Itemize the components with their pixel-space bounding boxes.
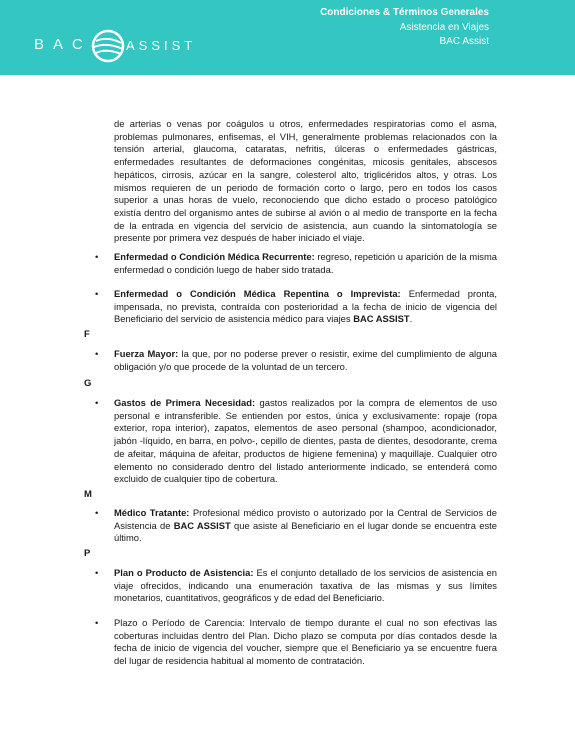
header-title: Condiciones & Términos Generales: [320, 7, 489, 18]
bullet-icon: •: [95, 617, 99, 628]
definition-tail: que asiste al Beneficiario en el lugar donde se encuentra este último.: [114, 519, 498, 544]
bullet-icon: •: [95, 288, 99, 299]
header-brand: BAC Assist: [439, 36, 489, 47]
definition-term: Gastos de Primera Necesidad:: [114, 397, 256, 408]
section-letter: F: [84, 329, 90, 340]
definition-item: [84, 348, 497, 373]
bullet-icon: •: [95, 567, 99, 578]
definition-term: Enfermedad o Condición Médica Repentina o Imprevista:: [114, 288, 401, 299]
definition-item: [84, 617, 497, 668]
section-letter: G: [84, 378, 92, 389]
definition-term: Enfermedad o Condición Médica Recurrente:: [114, 251, 315, 262]
definition-item: [84, 288, 497, 326]
definition-term: Fuerza Mayor:: [114, 348, 179, 359]
definition-text: Es el conjunto detallado de los servicios de asistencia en viaje ofrecidos, indicando una enumeración taxativa de las mismas y sus límites monetarios, cuantitativos, geográficos y de edad del Beneficiario.: [114, 567, 497, 604]
definition-term: Médico Tratante:: [114, 507, 190, 518]
globe-icon: [90, 28, 126, 64]
bullet-icon: •: [95, 251, 99, 262]
header-title-block: [320, 6, 489, 50]
definition-text: Enfermedad pronta, impensada, no prevista, contraída con posterioridad a la fecha de inicio de vigencia del Beneficiario del servicio de asistencia médico para viajes: [114, 288, 497, 325]
page-header: [0, 0, 575, 75]
brand-name: BAC ASSIST: [353, 313, 410, 325]
definition-item: [84, 397, 497, 486]
definition-item: [84, 507, 497, 545]
definition-term: Plan o Producto de Asistencia:: [114, 567, 254, 578]
bullet-icon: •: [95, 397, 99, 408]
logo-text-bac: BAC: [34, 36, 92, 53]
definition-item: [84, 251, 497, 276]
header-subtitle: Asistencia en Viajes: [399, 21, 489, 33]
definition-text: regreso, repetición u aparición de la misma enfermedad o condición luego de haber sido tratada.: [114, 251, 497, 275]
definition-tail: .: [409, 313, 413, 325]
bac-assist-logo: [30, 28, 197, 64]
section-letter: M: [84, 489, 92, 500]
section-letter: P: [84, 548, 91, 559]
definition-text: la que, por no poderse prever o resistir, exime del cumplimiento de alguna obligación y/o que procede de la voluntad de un tercero.: [114, 348, 497, 372]
bullet-icon: •: [95, 348, 99, 359]
definition-item: [84, 567, 497, 605]
definition-text: gastos realizados por la compra de elementos de uso personal e intransferible. Se entienden por estos, única y exclusivamente: ropaje (ropa exterior, ropa interior), zapatos, elementos de aseo personal (shampoo, acondicionador, jabón -líquido, en barra, en polvo-, cepillo de dientes, pasta de dientes, desodorante, crema de afeitar, máquina de afeitar, productos de higiene femenina) y maquillaje. Cualquier otro elemento no considerado dentro del listado anteriormente indicado, se entenderá como excluido de cualquier tipo de cobertura.: [114, 397, 497, 485]
definition-text: Plazo o Período de Carencia: Intervalo de tiempo durante el cual no son efectivas las coberturas incluidas dentro del Plan. Dicho plazo se computa por días contados desde la fecha de inicio de vigencia del voucher, siempre que el Beneficiario ya se encuentre fuera del lugar de residencia habitual al momento de contratación.: [114, 617, 497, 667]
logo-text-assist: ASSIST: [126, 38, 197, 53]
brand-name: BAC ASSIST: [173, 519, 231, 531]
bullet-icon: •: [95, 507, 99, 518]
intro-paragraph: [114, 118, 497, 245]
intro-text: de arterias o venas por coágulos u otros, enfermedades respiratorias como el asma, problemas pulmonares, enfisemas, el VIH, generalmente problemas relacionados con la tensión arterial, glaucoma, cataratas, nefritis, úlceras o enfermedades gástricas, enfermedades resultantes de deformaciones congénitas, micosis genitales, abscesos hepáticos, cirrosis, azúcar en la sangre, colesterol alto, triglicéridos altos, y otras. Los mismos requieren de un periodo de formación corto o largo, pero en todos los casos superior a unas horas de vuelo, reconociendo que dicho estado o proceso patológico existía dentro del organismo antes de subirse al avión o al medio de transporte en la fecha de la entrada en vigencia del servicio de asistencia, aun cuando la sintomatología se presente por primera vez después de haber iniciado el viaje.: [114, 118, 497, 244]
definition-text: Profesional médico provisto o autorizado por la Central de Servicios de Asistencia de: [114, 507, 497, 531]
